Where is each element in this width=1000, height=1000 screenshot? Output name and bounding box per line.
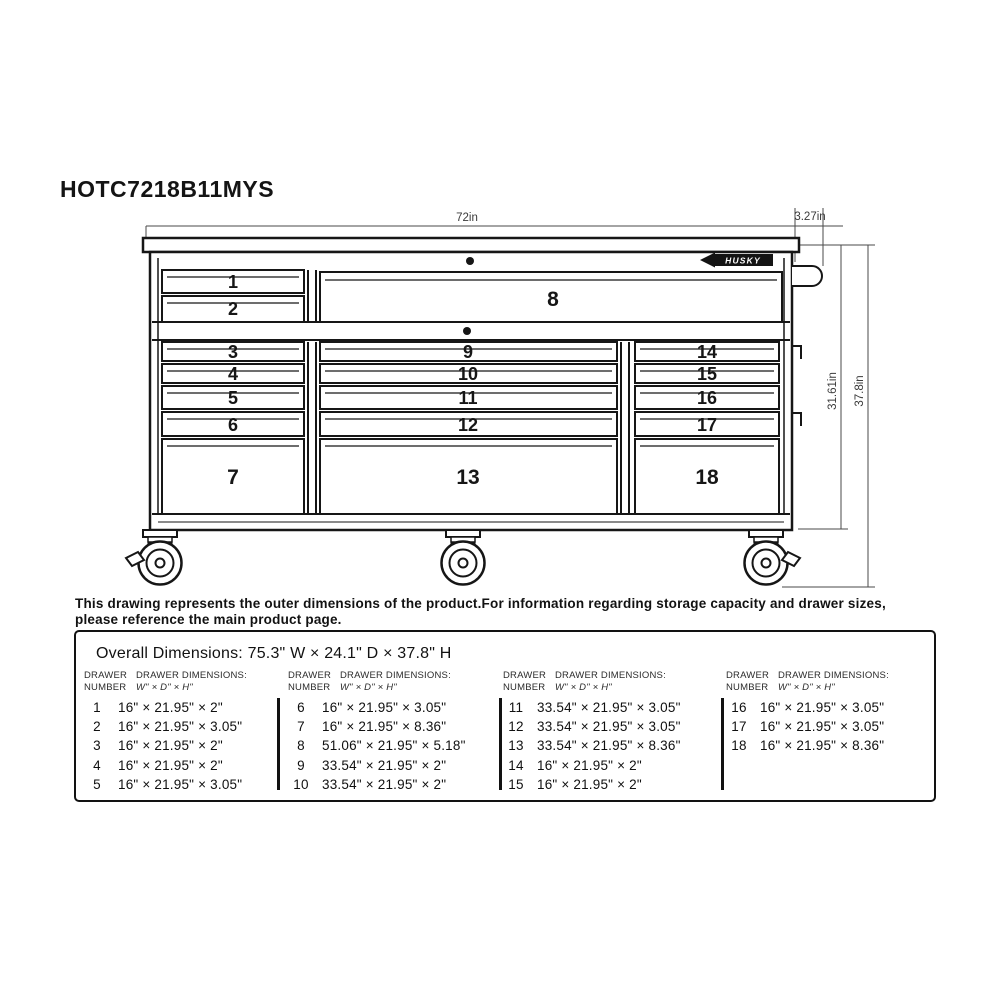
spec-row: 6 16" × 21.95" × 3.05" [297,699,447,715]
spec-row: 7 16" × 21.95" × 8.36" [297,719,447,735]
spec-row: 12 33.54" × 21.95" × 3.05" [508,719,681,735]
spec-row: 3 16" × 21.95" × 2" [93,738,223,754]
column-divider [499,698,502,790]
spec-row: 4 16" × 21.95" × 2" [93,757,223,773]
spec-row: 18 16" × 21.95" × 8.36" [731,738,885,754]
dim-handle-label: 3.27in [794,211,826,223]
lock-icon [466,257,474,265]
drawer-number: 11 [458,388,478,408]
spec-row: 16 16" × 21.95" × 3.05" [731,699,885,715]
spec-row: 5 16" × 21.95" × 3.05" [93,776,243,792]
dim-total-height-label: 37.8in [854,375,866,407]
side-bracket [792,413,801,426]
drawer-number: 14 [696,342,718,362]
lock-icon [463,327,471,335]
drawer-number: 17 [696,415,718,435]
spec-row: 10 33.54" × 21.95" × 2" [293,776,447,792]
note-line-2: please reference the main product page. [75,611,342,627]
spec-row: 9 33.54" × 21.95" × 2" [297,757,447,773]
drawer-number: 15 [696,364,718,384]
spec-column-header: DRAWER DRAWER DIMENSIONS: NUMBER W" × D" × H" [726,670,889,693]
drawer-number: 12 [457,415,479,435]
drawer-number: 3 [227,342,239,362]
spec-column-header: DRAWER DRAWER DIMENSIONS: NUMBER W" × D" × H" [503,670,666,693]
note-text [75,596,886,628]
spec-column-header: DRAWER DRAWER DIMENSIONS: NUMBER W" × D" × H" [288,670,451,693]
spec-row: 2 16" × 21.95" × 3.05" [93,719,243,735]
drawer-number: 1 [227,272,239,292]
spec-row: 13 33.54" × 21.95" × 8.36" [508,738,681,754]
spec-column-1 [84,670,294,796]
spec-row: 15 16" × 21.95" × 2" [508,776,642,792]
spec-column-3 [503,670,713,796]
drawer-number: 6 [227,415,239,435]
caster-icon [126,530,182,585]
spec-row: 14 16" × 21.95" × 2" [508,757,642,773]
spec-column-2 [288,670,498,796]
drawer-number: 4 [227,364,239,384]
note-line-1: This drawing represents the outer dimensions of the product.For information regarding storage capacity and drawer sizes, [75,596,886,611]
caster-icon [442,530,485,585]
drawer-number: 2 [227,299,239,319]
drawer-number: 18 [695,466,719,489]
drawer-number: 16 [696,388,718,408]
dim-width-label: 72in [456,212,478,224]
spec-row: 1 16" × 21.95" × 2" [93,699,223,715]
spec-row: 8 51.06" × 21.95" × 5.18" [297,738,466,754]
page-title: HOTC7218B11MYS [60,176,275,202]
drawer-number: 8 [547,288,559,311]
spec-column-4 [726,670,936,758]
spec-row: 11 33.54" × 21.95" × 3.05" [508,699,681,715]
drawer-number: 5 [227,388,239,408]
caster-icon [745,530,801,585]
drawer-number: 10 [457,364,479,384]
side-handle [792,266,822,286]
spec-column-header: DRAWER DRAWER DIMENSIONS: NUMBER W" × D" × H" [84,670,247,693]
overall-dimensions: Overall Dimensions: 75.3" W × 24.1" D × 37.8" H [96,645,452,662]
husky-logo-text: HUSKY [725,255,761,266]
side-bracket [792,346,801,359]
drawer-number: 13 [456,466,480,489]
husky-logo [700,253,773,268]
drawer-number: 7 [227,466,239,489]
spec-card [74,630,936,802]
column-divider [721,698,724,790]
drawer-number: 9 [462,342,474,362]
dim-body-height-label: 31.61in [827,372,839,410]
spec-row: 17 16" × 21.95" × 3.05" [731,719,885,735]
